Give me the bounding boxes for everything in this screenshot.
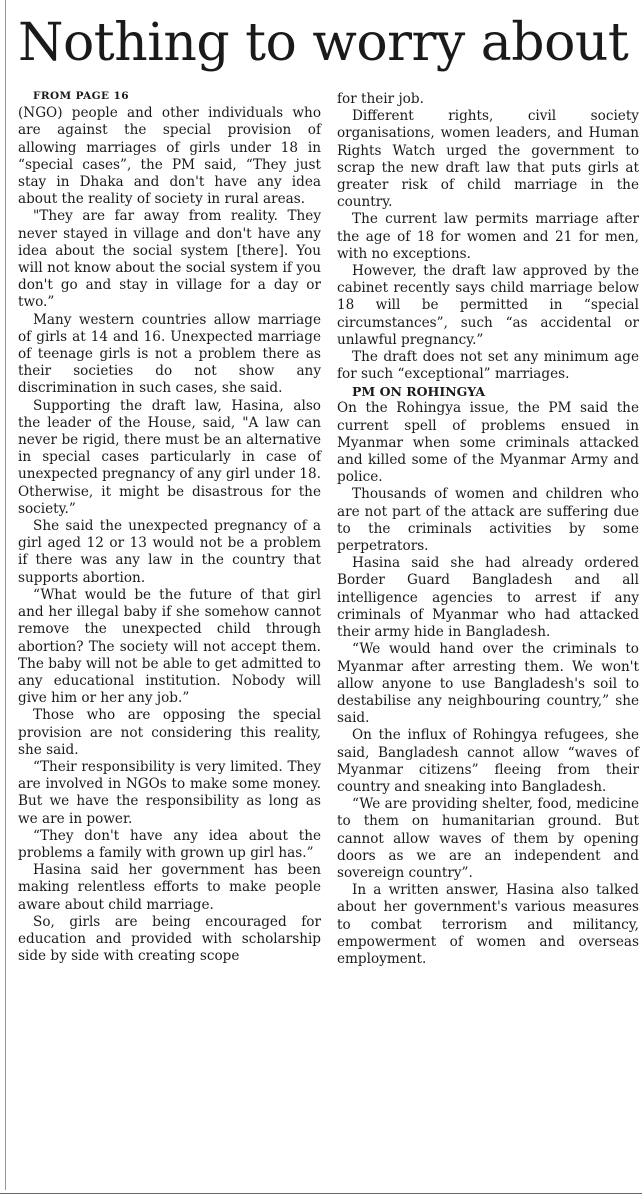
paragraph: In a written answer, Hasina also talked about her government's various measures to combat terrorism and militancy, empowerment of women and overseas employment. <box>337 882 639 967</box>
paragraph: The current law permits marriage after the age of 18 for women and 21 for men, with no exceptions. <box>337 211 639 262</box>
section-subhead: PM ON ROHINGYA <box>352 384 486 400</box>
paragraph: So, girls are being encouraged for education and provided with scholarship side by side with creating scope <box>18 913 321 965</box>
paragraph: On the influx of Rohingya refugees, she said, Bangladesh cannot allow “waves of Myanmar citizens” fleeing from their country and sneaking into Bangladesh. <box>337 727 639 795</box>
paragraph: Thousands of women and children who are not part of the attack are suffering due to the criminals activities by some perpetrators. <box>337 486 639 555</box>
paragraph: Hasina said her government has been making relentless efforts to make people aware about child marriage. <box>18 862 321 913</box>
paragraph: Different rights, civil society organisations, women leaders, and Human Rights Watch urged the government to scrap the new draft law that puts girls at greater risk of child marriage in the country. <box>337 108 639 211</box>
paragraph: “What would be the future of that girl and her illegal baby if she somehow cannot remove the unexpected child through abortion? The society will not accept them. The baby will not be able to get admitted to any educational institution. Nobody will give him or her any job.” <box>18 586 321 707</box>
article-column-right <box>337 91 639 968</box>
paragraph: However, the draft law approved by the cabinet recently says child marriage below 18 will be permitted in “special circumstances”, such “as accidental or unlawful pregnancy.” <box>337 263 639 348</box>
paragraph: Hasina said she had already ordered Border Guard Bangladesh and all intelligence agencies to arrest if any criminals of Myanmar who had attacked their army hide in Bangladesh. <box>337 555 639 641</box>
paragraph: She said the unexpected pregnancy of a girl aged 12 or 13 would not be a problem if there was any law in the country that supports abortion. <box>18 518 321 586</box>
paragraph: Supporting the draft law, Hasina, also the leader of the House, said, "A law can never be rigid, there must be an alternative in special cases particularly in case of unexpected pregnancy of any girl under 18. Otherwise, it might be disastrous for the society.” <box>18 397 321 517</box>
bottom-rule <box>0 1193 642 1194</box>
paragraph: “We would hand over the criminals to Myanmar after arresting them. We won't allow anyone to use Bangladesh's soil to destabilise any neighbouring country,” she said. <box>337 641 639 727</box>
paragraph: for their job. <box>337 91 424 107</box>
paragraph: Many western countries allow marriage of girls at 14 and 16. Unexpected marriage of teenage girls is not a problem there as their societies do not show any discrimination in such cases, she said. <box>18 311 321 397</box>
paragraph: The draft does not set any minimum age for such “exceptional” marriages. <box>337 349 639 383</box>
paragraph: “They don't have any idea about the problems a family with grown up girl has.” <box>18 827 321 861</box>
paragraph: Those who are opposing the special provision are not considering this reality, she said. <box>18 707 321 758</box>
headline: Nothing to worry about <box>18 13 629 73</box>
continuation-kicker: FROM PAGE 16 <box>33 90 129 102</box>
paragraph: (NGO) people and other individuals who are against the special provision of allowing marriages of girls under 18 in “special cases”, the PM said, “They just stay in Dhaka and don't have any idea about the reality of society in rural areas. <box>18 105 321 208</box>
left-column-rule <box>5 0 6 1190</box>
paragraph: On the Rohingya issue, the PM said the current spell of problems ensued in Myanmar when some criminals attacked and killed some of the Myanmar Army and police. <box>337 400 639 486</box>
paragraph: “Their responsibility is very limited. They are involved in NGOs to make some money. But we have the responsibility as long as we are in power. <box>18 758 321 827</box>
paragraph: “We are providing shelter, food, medicine to them on humanitarian ground. But cannot allow waves of them by opening doors as we are an independent and sovereign country”. <box>337 796 639 881</box>
paragraph: "They are far away from reality. They never stayed in village and don't have any idea about the social system [there]. You will not know about the social system if you don't go and stay in village for a day or two.” <box>18 208 321 311</box>
article-column-left <box>18 88 321 965</box>
